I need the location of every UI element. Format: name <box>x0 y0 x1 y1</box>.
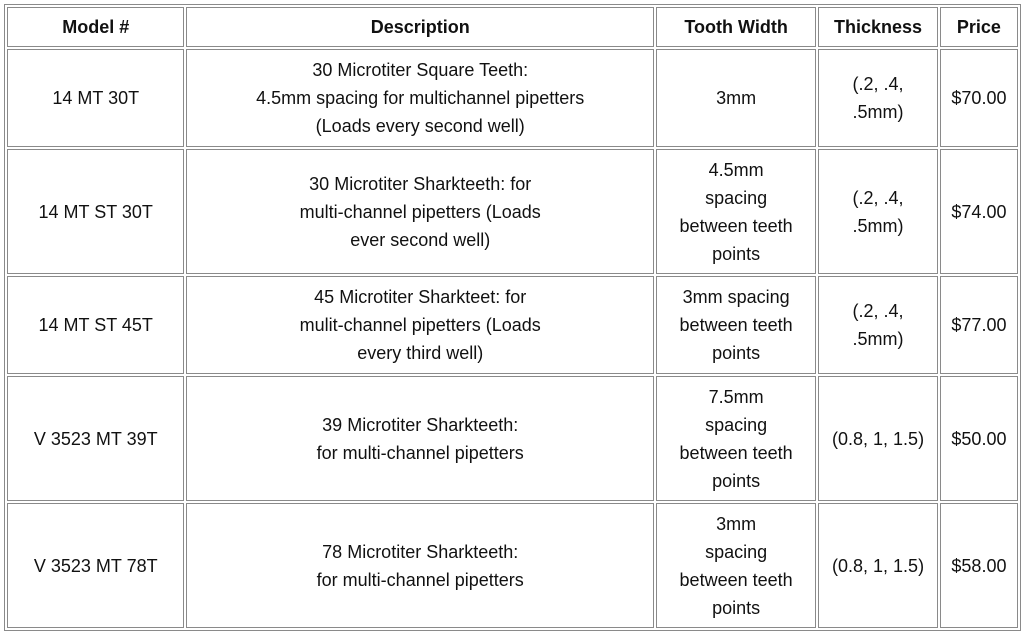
table-row <box>7 376 1018 501</box>
cell-description <box>186 503 654 628</box>
thickness-line: .5mm) <box>852 215 904 236</box>
cell-price: $58.00 <box>940 503 1018 628</box>
cell-model: 14 MT ST 30T <box>7 149 184 274</box>
cell-thickness <box>818 376 938 501</box>
table-header-row <box>7 7 1018 47</box>
tooth-width-line: spacing <box>705 187 768 208</box>
tooth-width-line: points <box>712 597 761 618</box>
cell-thickness <box>818 149 938 274</box>
description-line: 4.5mm spacing for multichannel pipetters <box>256 88 585 109</box>
cell-description <box>186 149 654 274</box>
tooth-width-line: points <box>712 343 761 364</box>
header-description: Description <box>186 7 654 47</box>
tooth-width-line: 4.5mm <box>708 159 764 180</box>
table-row <box>7 503 1018 628</box>
cell-tooth-width <box>656 376 816 501</box>
cell-price: $70.00 <box>940 49 1018 147</box>
cell-model: V 3523 MT 78T <box>7 503 184 628</box>
header-thickness: Thickness <box>818 7 938 47</box>
description-line: for multi-channel pipetters <box>316 442 524 463</box>
table-row <box>7 149 1018 274</box>
product-table <box>4 4 1021 631</box>
cell-model: 14 MT ST 45T <box>7 276 184 374</box>
cell-tooth-width <box>656 503 816 628</box>
cell-model: 14 MT 30T <box>7 49 184 147</box>
thickness-line: (0.8, 1, 1.5) <box>832 555 925 576</box>
tooth-width-line: spacing <box>705 414 768 435</box>
tooth-width-line: between teeth <box>679 315 793 336</box>
cell-thickness <box>818 503 938 628</box>
thickness-line: .5mm) <box>852 329 904 350</box>
description-line: 39 Microtiter Sharkteeth: <box>322 414 519 435</box>
description-line: every third well) <box>357 343 484 364</box>
thickness-line: (.2, .4, <box>852 187 904 208</box>
cell-description <box>186 276 654 374</box>
thickness-line: .5mm) <box>852 102 904 123</box>
table-row <box>7 49 1018 147</box>
thickness-line: (.2, .4, <box>852 74 904 95</box>
cell-price: $77.00 <box>940 276 1018 374</box>
table-row <box>7 276 1018 374</box>
description-line: ever second well) <box>350 229 491 250</box>
thickness-line: (0.8, 1, 1.5) <box>832 428 925 449</box>
tooth-width-line: 3mm <box>716 88 757 109</box>
description-line: 30 Microtiter Square Teeth: <box>312 60 529 81</box>
cell-price: $74.00 <box>940 149 1018 274</box>
tooth-width-line: 3mm spacing <box>682 287 790 308</box>
cell-description <box>186 376 654 501</box>
tooth-width-line: 3mm <box>716 513 757 534</box>
cell-tooth-width <box>656 276 816 374</box>
tooth-width-line: between teeth <box>679 569 793 590</box>
tooth-width-line: spacing <box>705 541 768 562</box>
cell-tooth-width <box>656 49 816 147</box>
description-line: mulit-channel pipetters (Loads <box>299 315 541 336</box>
thickness-line: (.2, .4, <box>852 301 904 322</box>
description-line: (Loads every second well) <box>315 116 525 137</box>
header-tooth-width: Tooth Width <box>656 7 816 47</box>
tooth-width-line: 7.5mm <box>708 386 764 407</box>
tooth-width-line: points <box>712 470 761 491</box>
cell-price: $50.00 <box>940 376 1018 501</box>
description-line: 30 Microtiter Sharkteeth: for <box>309 173 532 194</box>
description-line: 45 Microtiter Sharkteet: for <box>314 287 527 308</box>
header-model: Model # <box>7 7 184 47</box>
cell-thickness <box>818 276 938 374</box>
description-line: 78 Microtiter Sharkteeth: <box>322 541 519 562</box>
description-line: for multi-channel pipetters <box>316 569 524 590</box>
cell-description <box>186 49 654 147</box>
cell-model: V 3523 MT 39T <box>7 376 184 501</box>
description-line: multi-channel pipetters (Loads <box>299 201 541 222</box>
cell-thickness <box>818 49 938 147</box>
tooth-width-line: points <box>712 243 761 264</box>
tooth-width-line: between teeth <box>679 215 793 236</box>
header-price: Price <box>940 7 1018 47</box>
tooth-width-line: between teeth <box>679 442 793 463</box>
cell-tooth-width <box>656 149 816 274</box>
